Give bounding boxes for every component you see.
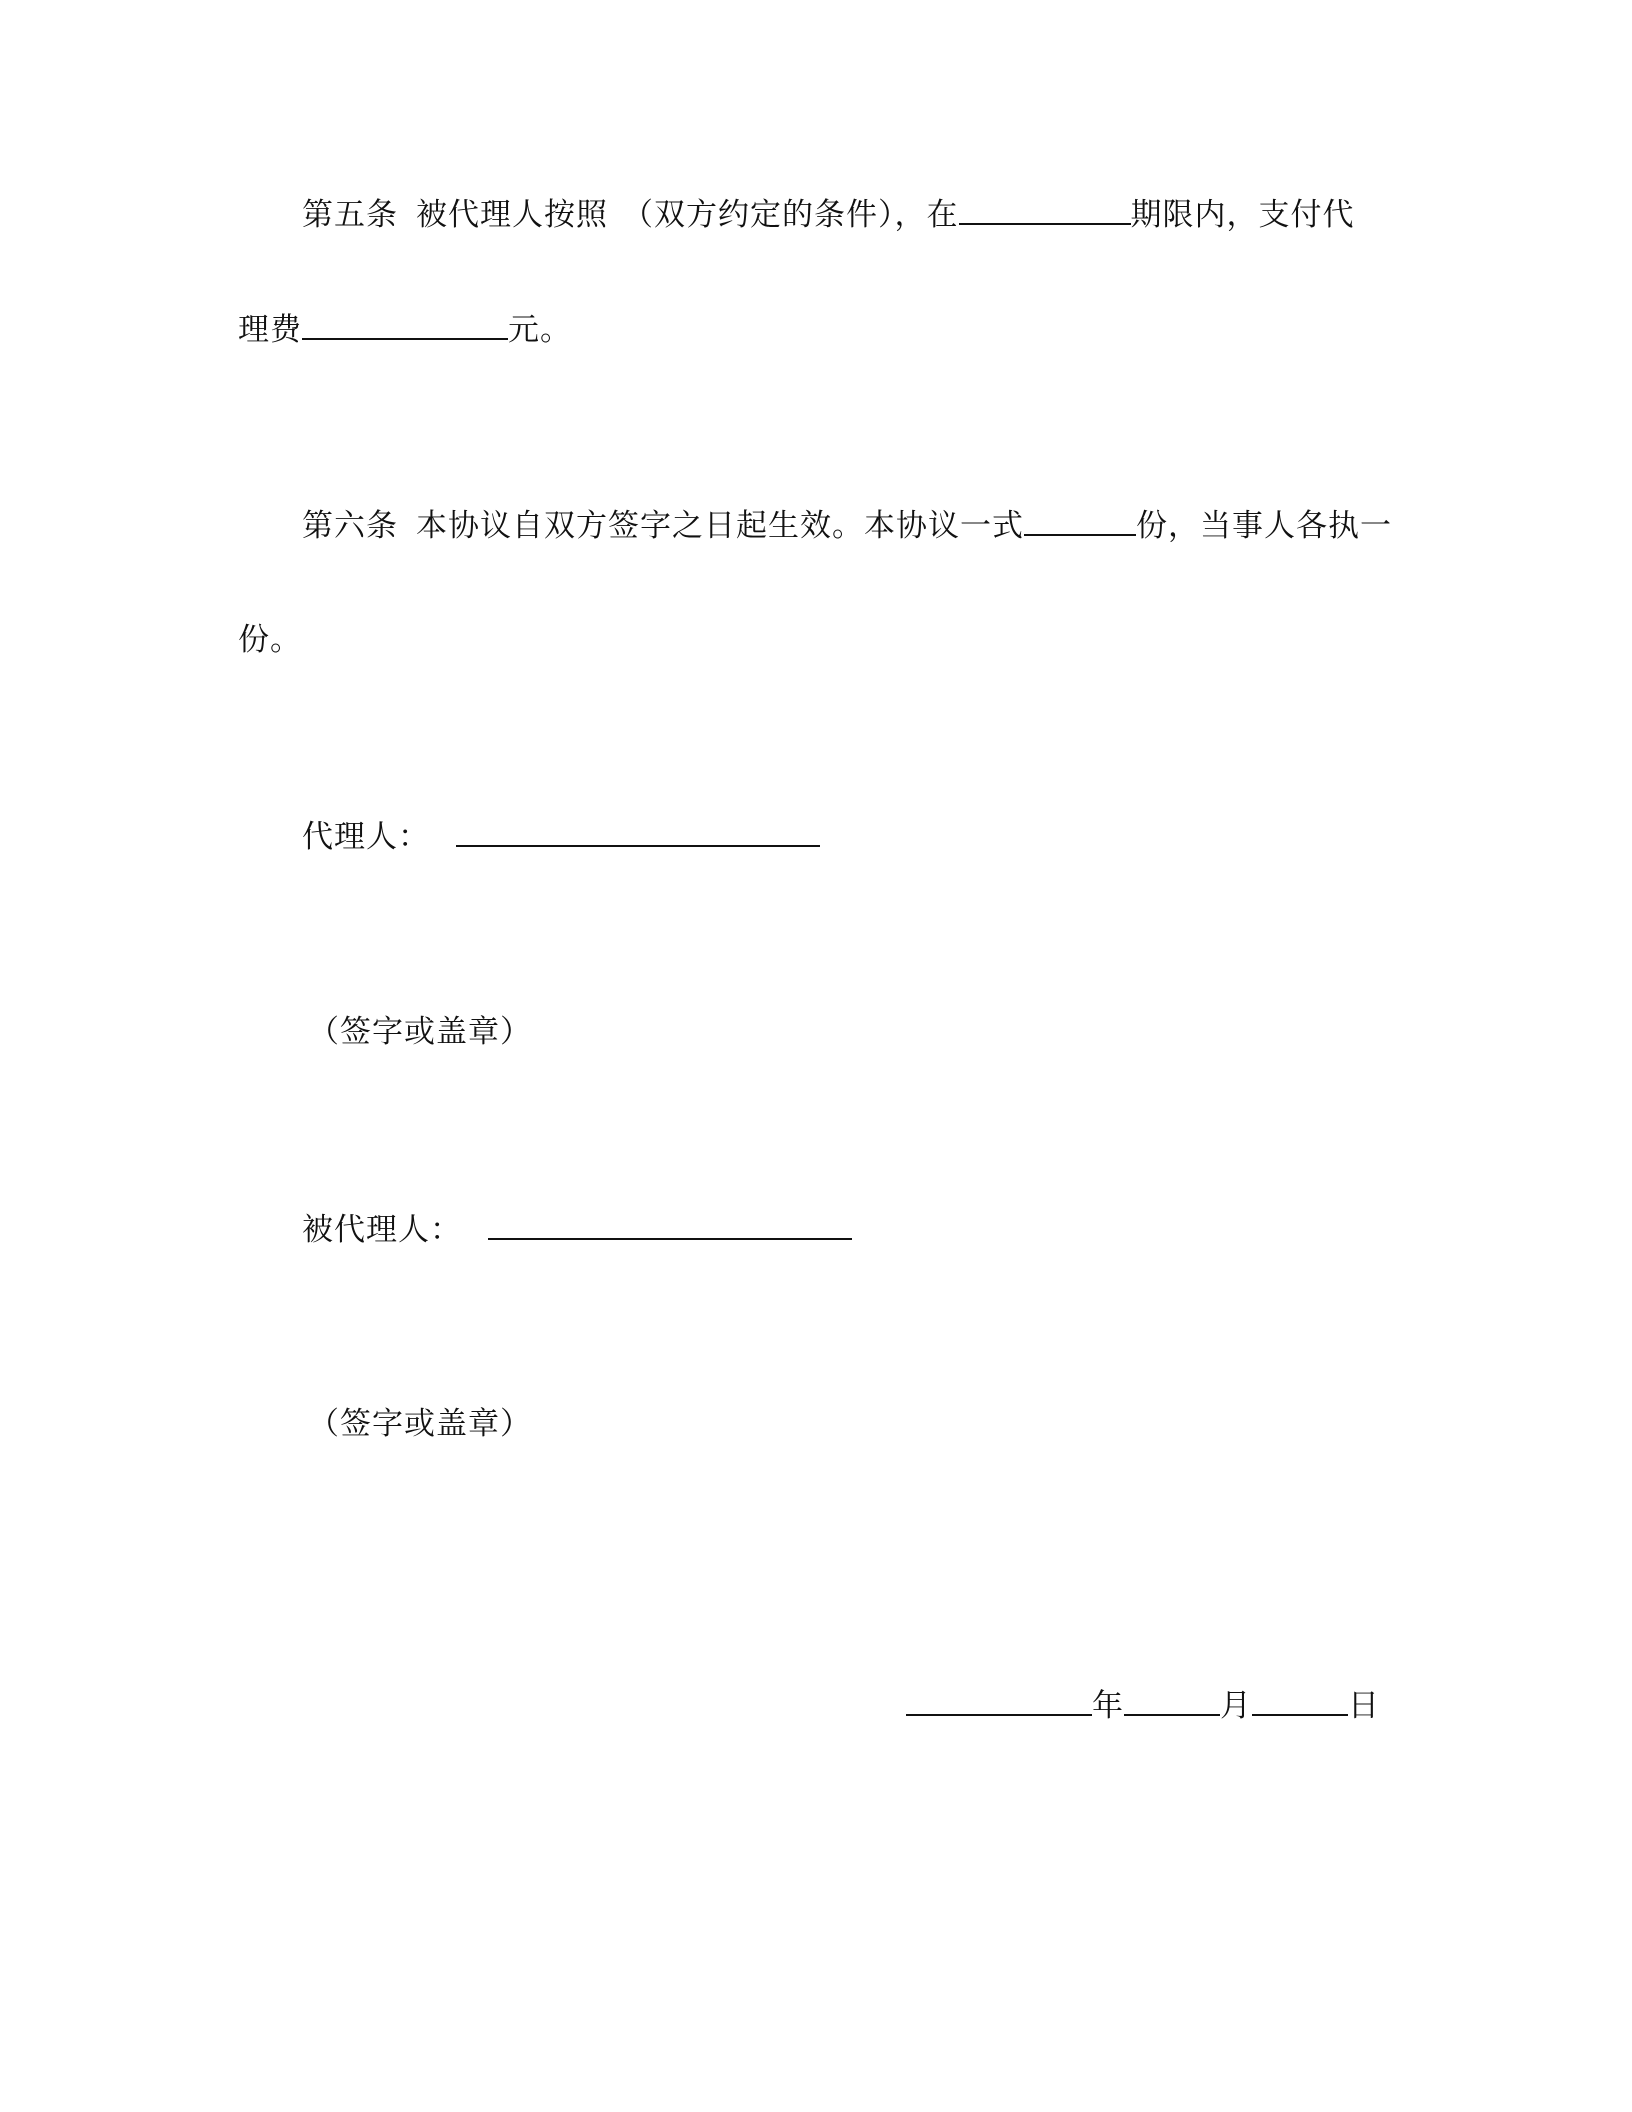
date-day: 日: [1348, 1688, 1380, 1724]
article6-text-a: 本协议自双方签字之日起生效。本协议一式: [416, 508, 1024, 544]
article6-heading: 第六条: [302, 508, 398, 544]
article5-line1: [302, 193, 1355, 235]
period-blank[interactable]: [959, 193, 1131, 225]
date-month: 月: [1220, 1688, 1252, 1724]
agent-label: 代理人：: [302, 819, 430, 855]
agent-signature-line: [302, 815, 820, 857]
fee-blank[interactable]: [302, 308, 508, 340]
date-year: 年: [1092, 1688, 1124, 1724]
principal-signature-line: [302, 1208, 852, 1250]
article5-heading: 第五条: [302, 197, 398, 233]
article5-text-a: 被代理人按照: [416, 197, 608, 233]
copies-blank[interactable]: [1024, 504, 1136, 536]
day-blank[interactable]: [1252, 1684, 1348, 1716]
article5-text-c: 期限内，支付代: [1130, 197, 1355, 233]
year-blank[interactable]: [906, 1684, 1092, 1716]
agent-sign-note: （签字或盖章）: [308, 1014, 532, 1050]
article6-line1: [302, 504, 1392, 546]
principal-sign-note: （签字或盖章）: [308, 1406, 532, 1442]
date-line: [906, 1684, 1380, 1726]
article5-text-b: （双方约定的条件），在: [622, 197, 959, 233]
month-blank[interactable]: [1124, 1684, 1220, 1716]
agent-signature-blank[interactable]: [456, 815, 820, 847]
agent-note-line: [308, 1012, 532, 1052]
article6-text-c: 份。: [238, 622, 302, 658]
principal-label: 被代理人：: [302, 1212, 462, 1248]
principal-note-line: [308, 1404, 532, 1444]
article5-line2: [238, 308, 572, 350]
article6-line2: [238, 620, 302, 660]
article5-text-d: 理费: [238, 312, 302, 348]
article6-text-b: 份，当事人各执一: [1136, 508, 1392, 544]
principal-signature-blank[interactable]: [488, 1208, 852, 1240]
article5-text-e: 元。: [508, 312, 572, 348]
